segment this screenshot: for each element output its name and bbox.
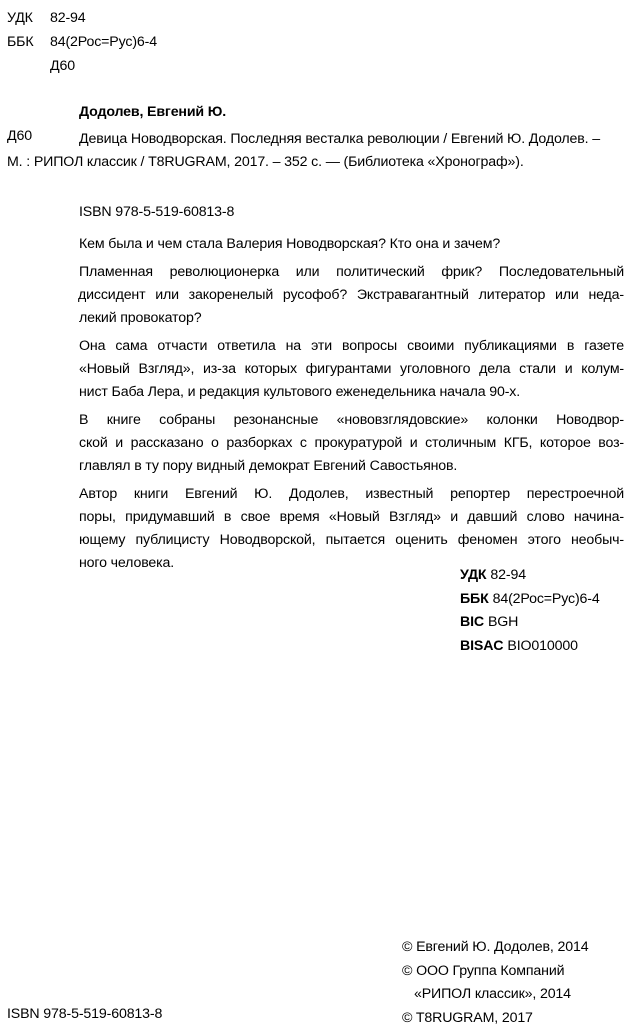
copyright-line: © Евгений Ю. Додолев, 2014 (402, 939, 589, 955)
annotation-paragraph (79, 335, 624, 404)
subject-code-row (460, 611, 600, 635)
annotation-line: Автор книги Евгений Ю. Додолев, известный репортер перестроечной (79, 486, 624, 502)
annotation-line: диссидент или закоренелый русофоб? Экстравагантный литератор или неда- (78, 287, 624, 303)
bbk-value: 84(2Рос=Рус)6-4 (50, 34, 157, 50)
subject-code-key: BIC (460, 614, 484, 630)
annotation (79, 233, 624, 580)
annotation-line: Она сама отчасти ответила на эти вопросы своими публикациями в газете (79, 338, 624, 354)
annotation-line: В книге собраны резонансные «нововзглядовские» колонки Новодвор- (79, 412, 624, 428)
copyright-line: «РИПОЛ классик», 2014 (414, 986, 571, 1002)
isbn-bottom: ISBN 978-5-519-60813-8 (7, 1006, 163, 1022)
annotation-line: нист Баба Лера, и редакция культового еженедельника начала 90-х. (79, 384, 521, 400)
subject-codes (460, 564, 600, 658)
subject-code-row (460, 635, 600, 659)
author-heading: Додолев, Евгений Ю. (79, 104, 227, 120)
subject-code-key: BISAC (460, 637, 504, 654)
annotation-line: ской и рассказано о разборках с прокуратурой и столичным КГБ, которое воз- (79, 435, 624, 451)
annotation-line: лекий провокатор? (79, 310, 202, 326)
subject-code-row (460, 564, 600, 588)
annotation-line: Пламенная революционерка или политический фрик? Последовательный (79, 264, 624, 280)
subject-code-key: УДК (460, 567, 487, 583)
subject-code-value: BGH (487, 614, 519, 630)
annotation-paragraph (79, 483, 624, 575)
copyright-block (402, 936, 588, 1030)
annotation-paragraph (79, 261, 624, 330)
udk-label: УДК (7, 10, 33, 26)
annotation-paragraph (79, 233, 624, 256)
annotation-line: «Новый Взгляд», из-за которых фигурантами уголовного дела стали и колум- (79, 361, 624, 377)
subject-code-value: 82-94 (490, 567, 526, 583)
copyright-line: © T8RUGRAM, 2017 (402, 1009, 533, 1026)
annotation-line: главлял в ту пору видный демократ Евгений Савостьянов. (79, 458, 458, 474)
subject-code-value: 84(2Рос=Рус)6-4 (492, 590, 600, 607)
author-mark: Д60 (50, 58, 75, 74)
subject-code-value: BIO010000 (507, 637, 578, 654)
bibliographic-record-line: М. : РИПОЛ классик / T8RUGRAM, 2017. – 352 с. — (Библиотека «Хронограф»). (7, 154, 524, 170)
annotation-line: поры, придумавший в свое время «Новый Взгляд» и давший слово начина- (79, 509, 624, 525)
bbk-label: ББК (7, 34, 34, 50)
side-author-mark: Д60 (7, 128, 32, 144)
isbn-main: ISBN 978-5-519-60813-8 (79, 204, 235, 220)
subject-code-key: ББК (460, 590, 489, 607)
annotation-line: Кем была и чем стала Валерия Новодворская? Кто она и зачем? (79, 236, 501, 252)
annotation-line: ного человека. (79, 555, 175, 571)
copyright-line: © ООО Группа Компаний (402, 962, 565, 979)
annotation-line: ющему публицисту Новодворской, пытается оценить феномен этого необыч- (79, 532, 624, 548)
udk-value: 82-94 (50, 10, 86, 26)
subject-code-row (460, 588, 600, 612)
annotation-paragraph (79, 409, 624, 478)
bibliographic-record-line: Девица Новодворская. Последняя весталка революции / Евгений Ю. Додолев. – (79, 131, 600, 147)
